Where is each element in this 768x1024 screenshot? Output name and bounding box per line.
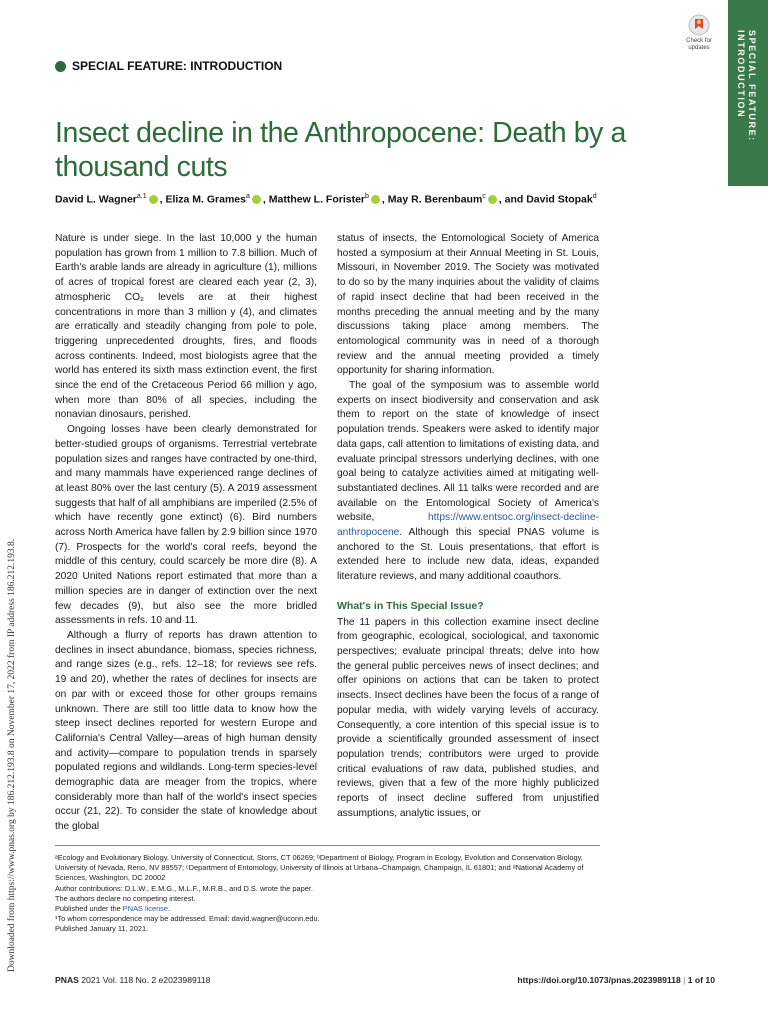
body-paragraph: The 11 papers in this collection examine insect decline from geographic, ecological, sociological, and taxonomic perspectives; evaluate principal threats; delve into how the general public perceives news of insect declines; and offer opinions on actions that can be taken to protect insects. Insect declines have been the focus of a range of popular media, with widely varying levels of accuracy. Consequently, a core intention of this special issue is to provide a scientifically grounded assessment of insect population trends; contributors were urged to provide critical evaluations of raw data, published studies, and reviews, given that a few of the more highly publicized reports of insect decline suffered from unjustified assumptions, analytic issues, or — [337, 616, 599, 819]
body-column-right — [337, 232, 599, 821]
footer-doi-page — [517, 975, 715, 985]
published-date-note: Published January 11, 2021. — [55, 924, 149, 934]
orcid-icon[interactable] — [371, 195, 380, 204]
competing-interest-note: The authors declare no competing interest. — [55, 893, 196, 903]
footnote-divider — [55, 845, 600, 846]
body-text: . Although this special PNAS volume is anchored to the St. Louis presentations, that effort is extended here to include new data, ideas, expanded literature reviews, and many additional coauthors. — [337, 527, 599, 583]
article-title: Insect decline in the Anthropocene: Death by a thousand cuts — [55, 117, 626, 183]
section-label — [55, 59, 282, 73]
author-affiliation: a — [246, 193, 250, 200]
body-paragraph: Although a flurry of reports has drawn attention to declines in insect abundance, biomass, species richness, and range sizes (e.g., refs. 12–18; for reviews see refs. 19 and 20), whether the rates of declines for insects are on par with or exceed those for other groups remains unknown. There are still too little data to know how the steep insect declines reported for western Europe and California's Central Valley—areas of high human density and activity—compare to population trends in sparsely populated regions and wildlands. Long-term species-level demographic data are meager from the tropics, where considerably more than half of the world's insect species occur (21, 22). To consider the state of knowledge about the global — [55, 629, 317, 833]
download-watermark: Downloaded from https://www.pnas.org by 186.212.193.8 on November 17, 2022 from IP address 186.212.193.8. — [7, 538, 17, 972]
author-affiliation: a,1 — [136, 193, 147, 200]
check-updates-line2: updates — [688, 45, 710, 51]
orcid-icon[interactable] — [252, 195, 261, 204]
section-heading: What's in This Special Issue? — [337, 599, 484, 612]
license-link[interactable]: PNAS license — [122, 904, 168, 914]
body-paragraph: Nature is under siege. In the last 10,000 y the human population has grown from 1 million to 7.8 billion. Much of Earth's arable lands are already in agriculture (1), millions of acres of tropical forest are cleared each year (2, 3), atmospheric CO₂ levels are at their highest concentrations in more than 3 million y (4), and climates are erratically and steadily changing from pole to pole, triggering unprecedented droughts, fires, and floods across continents. Indeed, most biologists agree that the world has entered its sixth mass extinction event, the first since the end of the Cretaceous Period 66 million y ago, when more than 80% of all species, including the nonavian dinosaurs, perished. — [55, 233, 317, 421]
side-section-tab — [728, 0, 768, 186]
side-section-tab-label: SPECIAL FEATURE: INTRODUCTION — [736, 30, 757, 142]
body-column-left — [55, 232, 317, 835]
body-paragraph: status of insects, the Entomological Society of America hosted a symposium at their Annual Meeting in St. Louis, Missouri, in November 2019. The Society was motivated to do so by the many inquiries about the validity of claims of rapid insect decline that had been received in the months preceding the annual meeting and by the many discussions taking place among members. The entomological community was in need of a thorough review and the annual meeting provided a timely opportunity for sharing information. — [337, 233, 599, 377]
body-paragraph: Ongoing losses have been clearly demonstrated for better-studied groups of organisms. Terrestrial vertebrate population sizes and ranges have contracted by one-third, and many mammals have experienced range declines of at least 80% over the last century (5). A 2019 assessment suggests that half of all amphibians are imperiled (2.5% of which have recently gone extinct) (6). Bird numbers across North America have fallen by 2.9 billion since 1970 (7). Prospects for the world's coral reefs, beyond the middle of this century, could scarcely be more dire (8). A 2020 United Nations report estimated that more than a million species are in danger of extinction over the next few decades (9), but also see the more bridled assessments in refs. 10 and 11. — [55, 424, 317, 627]
body-paragraph — [337, 379, 599, 585]
author-name[interactable]: Matthew L. Forister — [268, 193, 366, 206]
author-name[interactable]: May R. Berenbaum — [387, 193, 483, 206]
license-suffix: . — [167, 904, 171, 914]
license-prefix: Published under the — [55, 904, 123, 914]
author-list: David L. Wagner$^{a,1}$ , Eliza M. Grames$^a$ , Matthew L. Forister$^b$ , May R. Berenbaum$^c$ , and David Stopak$^d$ — [55, 193, 597, 206]
author-name[interactable]: David Stopak — [526, 193, 593, 206]
footer-citation — [55, 975, 210, 985]
check-updates-line1: Check for — [686, 38, 712, 44]
journal-name: PNAS — [55, 975, 79, 985]
section-label-text: SPECIAL FEATURE: INTRODUCTION — [72, 59, 283, 73]
citation-text: 2021 Vol. 118 No. 2 e2023989118 — [81, 975, 211, 985]
orcid-icon[interactable] — [488, 195, 497, 204]
author-affiliation: b — [365, 193, 369, 200]
contributions-note: Author contributions: D.L.W., E.M.G., M.L.F., M.R.B., and D.S. wrote the paper. — [55, 883, 313, 893]
orcid-icon[interactable] — [149, 195, 158, 204]
footer-separator: | — [683, 975, 686, 985]
license-note — [55, 904, 615, 914]
check-for-updates-badge[interactable] — [672, 14, 726, 54]
section-bullet-icon — [55, 61, 66, 72]
author-name[interactable]: Eliza M. Grames — [165, 193, 246, 206]
correspondence-note: ¹To whom correspondence may be addressed. Email: david.wagner@uconn.edu. — [55, 914, 320, 924]
website-link[interactable]: https://www.entsoc.org/insect-decline-anthropocene — [337, 512, 599, 539]
author-affiliation: d — [592, 193, 597, 200]
affiliations-note: ᵃEcology and Evolutionary Biology, University of Connecticut, Storrs, CT 06269; ᵇDepartment of Biology, Program in Ecology, Evolution and Conservation Biology, University of Nevada, Reno, NV 89557; ᶜDepartment of Entomology, University of Illinois at Urbana–Champaign, Champaign, IL 61801; and ᵈNational Academy of Sciences, Washington, DC 20002 — [55, 853, 584, 883]
footnotes — [55, 853, 615, 935]
check-updates-icon — [688, 14, 710, 36]
body-text: The goal of the symposium was to assemble world experts on insect biodiversity and conservation and ask them to report on the state of knowledge of insect population trends. Speakers were asked to identify major data gaps, call attention to limitations of existing data, and evaluate principal stressors underlying declines, with one goal being to catalyze activities aimed at mitigating well-substantiated declines. All 11 talks were recorded and are available on the Entomological Society of America's website, — [337, 380, 599, 524]
author-affiliation: c — [482, 193, 486, 200]
doi-link[interactable]: https://doi.org/10.1073/pnas.2023989118 — [517, 975, 681, 985]
page-number: 1 of 10 — [687, 975, 715, 985]
author-name[interactable]: David L. Wagner — [55, 193, 137, 206]
